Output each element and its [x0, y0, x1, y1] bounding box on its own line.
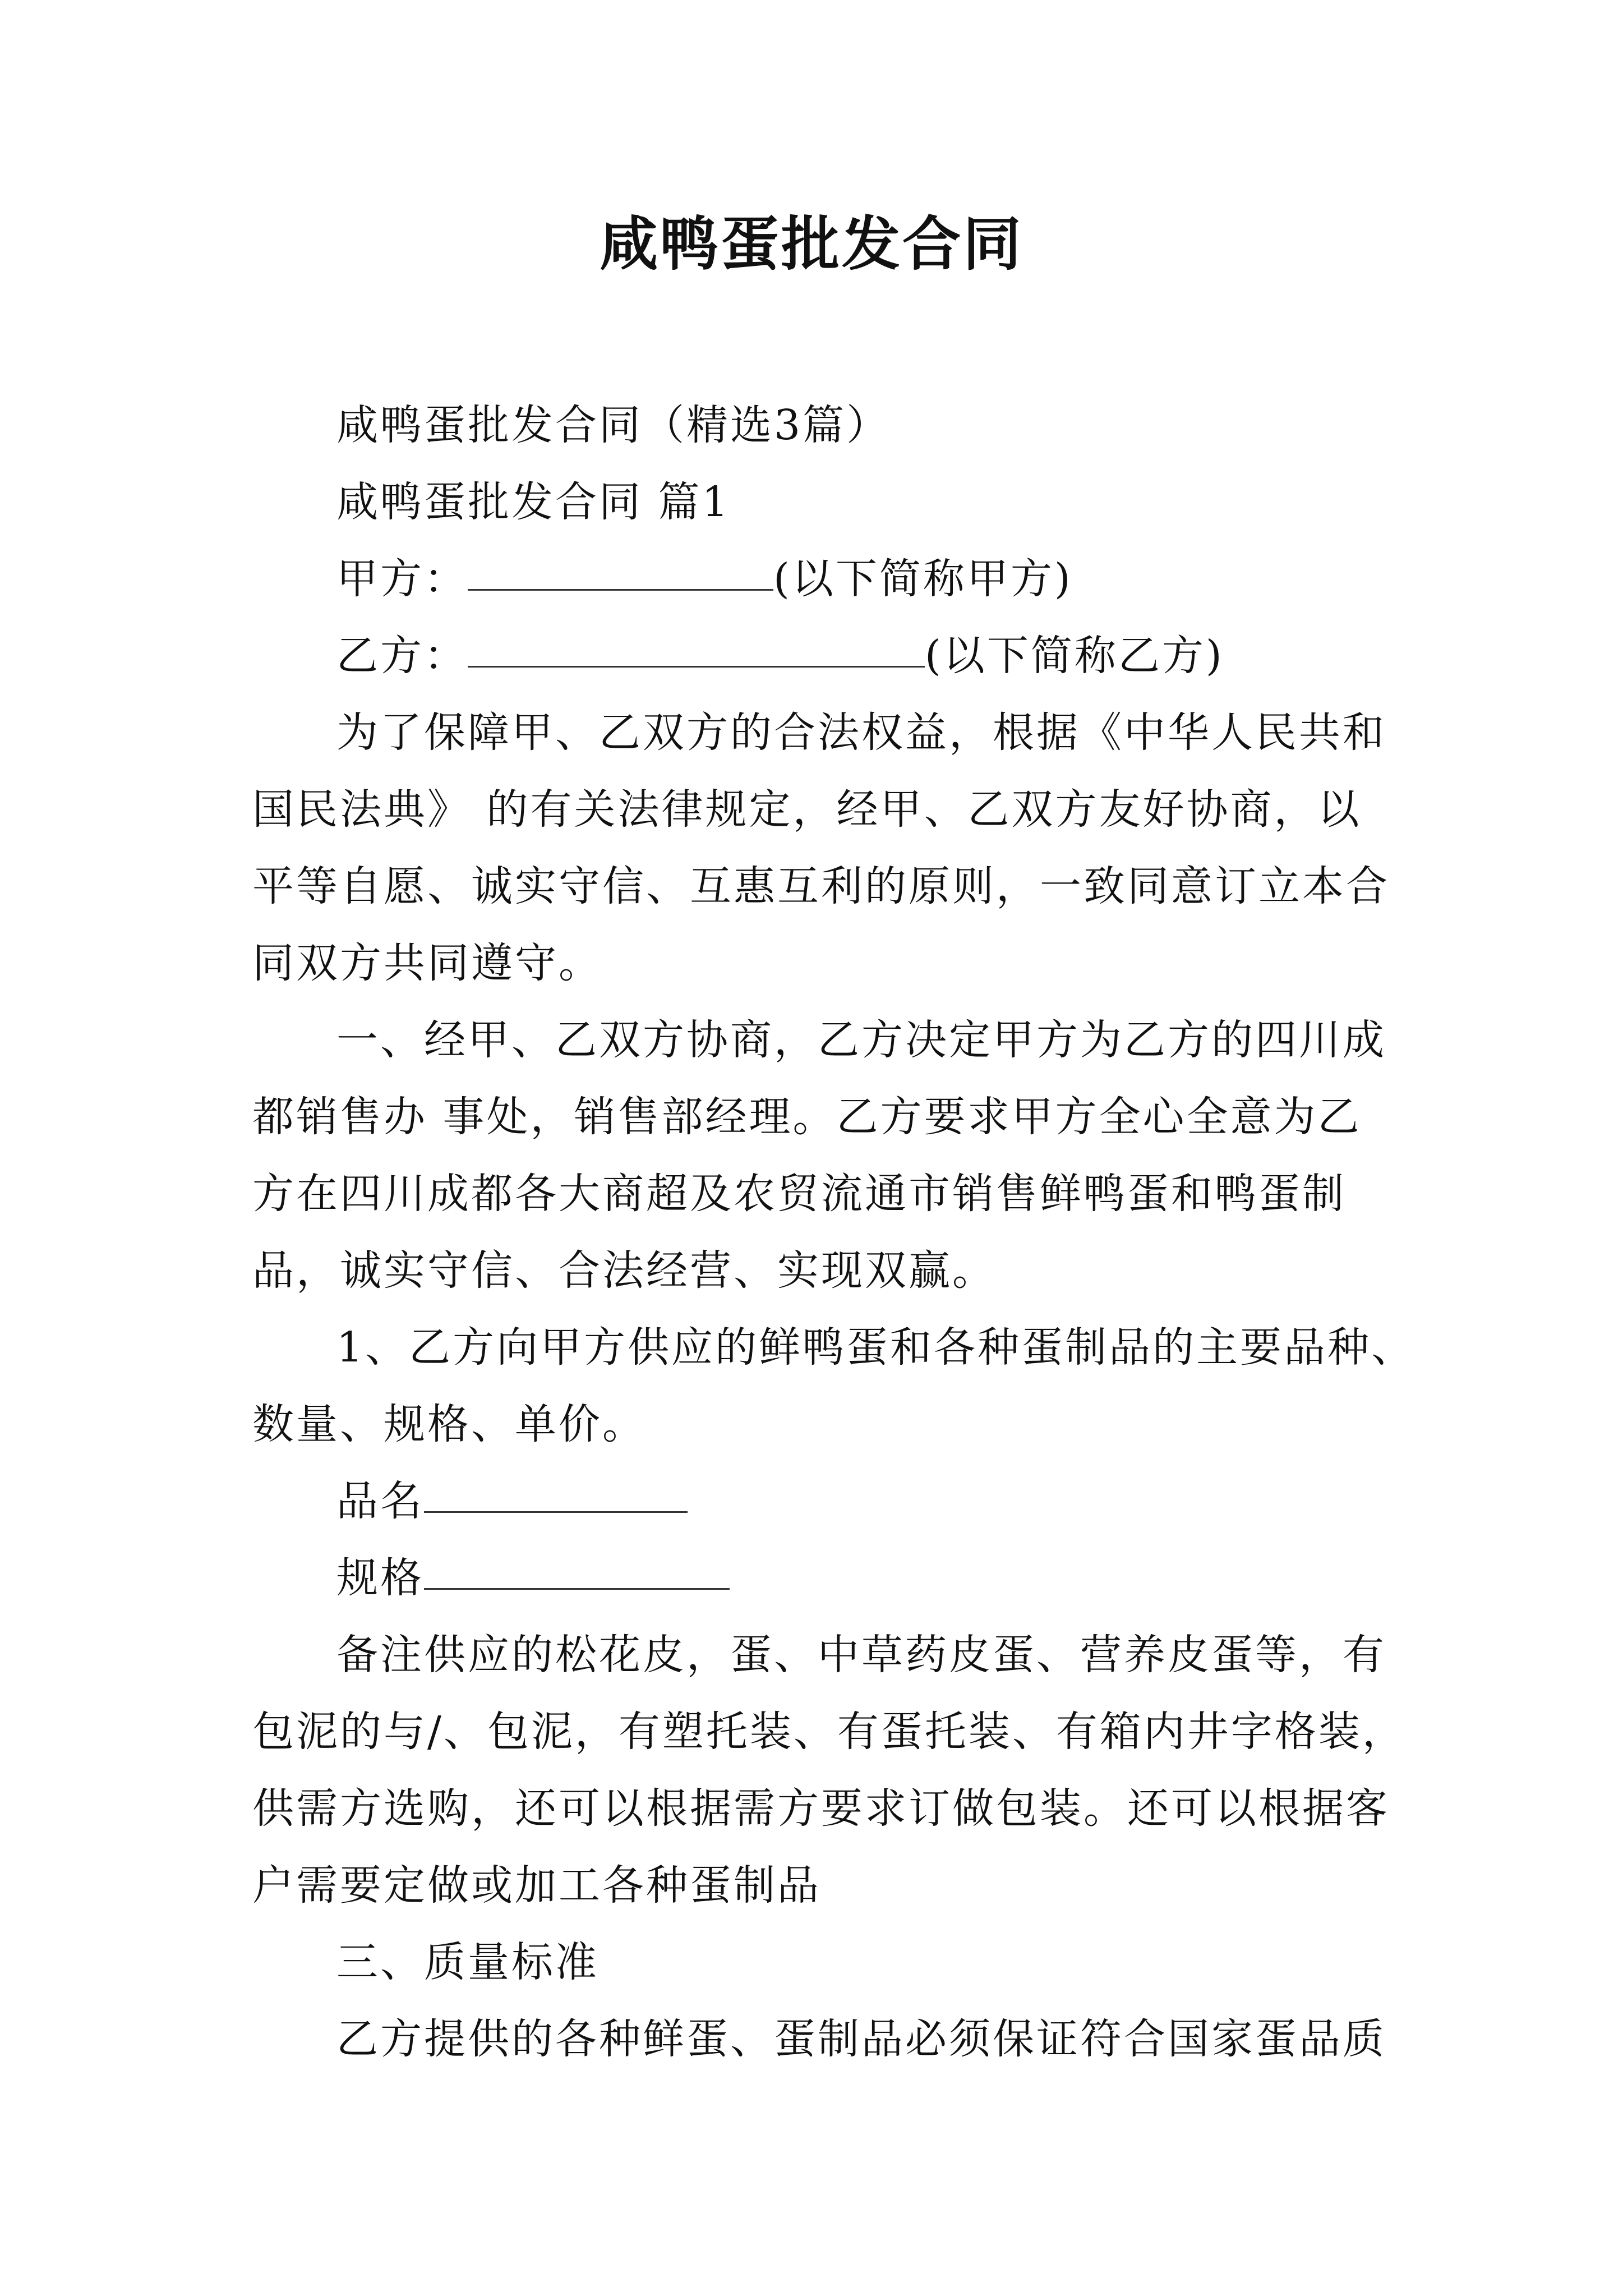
section-heading: 咸鸭蛋批发合同 篇1: [336, 478, 731, 526]
item-1-line: 1、乙方向甲方供应的鲜鸭蛋和各种蛋制品的主要品种、: [336, 1323, 1415, 1372]
quality-heading: 三、质量标准: [336, 1938, 599, 1986]
document-title: 咸鸭蛋批发合同: [599, 209, 1023, 278]
document-subtitle: 咸鸭蛋批发合同（精选3篇）: [336, 401, 891, 449]
spec-blank: [424, 1588, 730, 1590]
note-line: 供需方选购，还可以根据需方要求订做包装。还可以根据客: [252, 1784, 1390, 1833]
intro-line: 平等自愿、诚实守信、互惠互利的原则，一致同意订立本合: [252, 862, 1390, 910]
product-name-blank: [424, 1511, 688, 1513]
party-a-suffix: (以下简称甲方): [773, 555, 1073, 603]
clause-1-line: 品，诚实守信、合法经营、实现双赢。: [252, 1246, 996, 1295]
note-line: 备注供应的松花皮，蛋、中草药皮蛋、营养皮蛋等，有: [336, 1631, 1386, 1679]
product-name-label: 品名: [336, 1477, 424, 1525]
intro-line: 为了保障甲、乙双方的合法权益，根据《中华人民共和: [336, 708, 1386, 757]
party-b-label: 乙方：: [336, 632, 468, 680]
party-a-blank: [468, 588, 773, 591]
intro-line: 国民法典》 的有关法律规定，经甲、乙双方友好协商，以: [252, 785, 1362, 834]
party-b-line: [336, 618, 1224, 694]
quality-line: 乙方提供的各种鲜蛋、蛋制品必须保证符合国家蛋品质: [336, 2015, 1386, 2063]
clause-1-line: 一、经甲、乙双方协商，乙方决定甲方为乙方的四川成: [336, 1016, 1386, 1064]
party-b-suffix: (以下简称乙方): [925, 632, 1224, 680]
note-line: 包泥的与/、包泥，有塑托装、有蛋托装、有箱内井字格装，: [252, 1708, 1406, 1756]
clause-1-line: 都销售办 事处，销售部经理。乙方要求甲方全心全意为乙: [252, 1093, 1362, 1141]
spec-label: 规格: [336, 1554, 424, 1602]
party-b-blank: [468, 665, 925, 668]
item-1-line: 数量、规格、单价。: [252, 1400, 646, 1448]
note-line: 户需要定做或加工各种蛋制品: [252, 1861, 821, 1910]
product-name-line: [336, 1463, 688, 1540]
clause-1-line: 方在四川成都各大商超及农贸流通市销售鲜鸭蛋和鸭蛋制: [252, 1170, 1346, 1218]
spec-line: [336, 1540, 730, 1617]
intro-line: 同双方共同遵守。: [252, 939, 602, 987]
party-a-label: 甲方：: [336, 555, 468, 603]
party-a-line: [336, 541, 1073, 618]
